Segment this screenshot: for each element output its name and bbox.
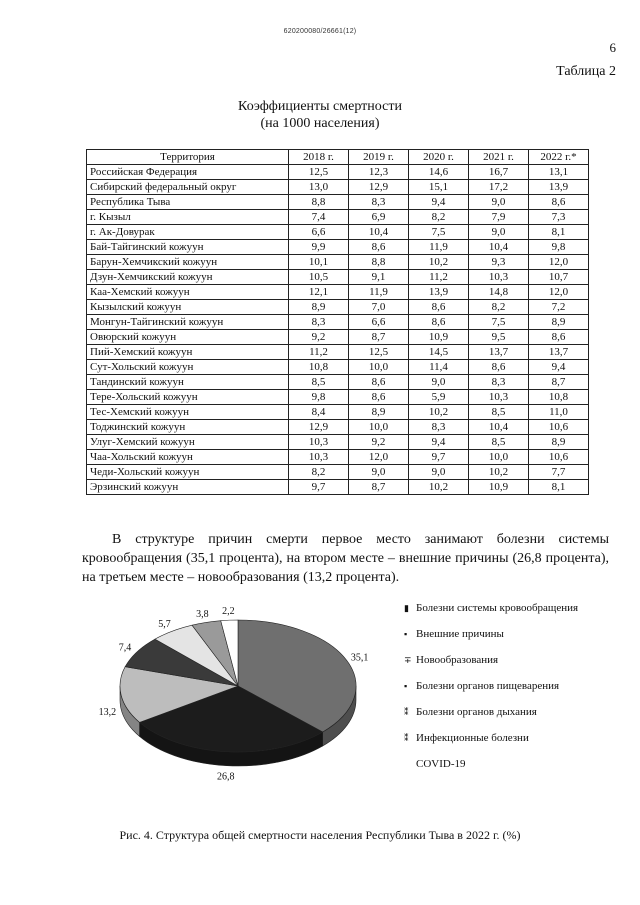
value-cell: 9,2 <box>289 330 349 345</box>
column-header: 2021 г. <box>469 150 529 165</box>
value-cell: 12,0 <box>349 450 409 465</box>
body-paragraph: В структуре причин смерти первое место занимают болезни системы кровообращения (35,1 процента), на втором месте – внешние причины (26,8 процента), на третьем месте – новообразования (13,2 процента). <box>82 532 609 585</box>
legend-item <box>404 628 578 654</box>
value-cell: 16,7 <box>469 165 529 180</box>
value-cell: 6,6 <box>289 225 349 240</box>
table-row <box>87 195 589 210</box>
table-row <box>87 465 589 480</box>
table-row <box>87 375 589 390</box>
value-cell: 9,0 <box>469 225 529 240</box>
table-label: Таблица 2 <box>556 64 616 79</box>
territory-cell: Дзун-Хемчикский кожуун <box>87 270 289 285</box>
table-row <box>87 165 589 180</box>
value-cell: 10,9 <box>409 330 469 345</box>
table-row <box>87 345 589 360</box>
legend-item <box>404 758 578 784</box>
table-row <box>87 405 589 420</box>
territory-cell: Пий-Хемский кожуун <box>87 345 289 360</box>
value-cell: 12,9 <box>349 180 409 195</box>
value-cell: 8,3 <box>409 420 469 435</box>
value-cell: 11,9 <box>409 240 469 255</box>
value-cell: 8,1 <box>529 480 589 495</box>
pie-value-label: 13,2 <box>98 706 117 718</box>
column-header: 2020 г. <box>409 150 469 165</box>
pie-value-label: 5,7 <box>158 618 171 630</box>
value-cell: 7,7 <box>529 465 589 480</box>
mortality-table <box>86 149 589 495</box>
value-cell: 10,3 <box>469 270 529 285</box>
value-cell: 10,3 <box>289 450 349 465</box>
value-cell: 10,9 <box>469 480 529 495</box>
legend-marker-icon: ▪ <box>404 629 408 639</box>
value-cell: 10,8 <box>289 360 349 375</box>
value-cell: 14,8 <box>469 285 529 300</box>
territory-cell: г. Ак-Довурак <box>87 225 289 240</box>
value-cell: 9,0 <box>409 465 469 480</box>
territory-cell: Сут-Хольский кожуун <box>87 360 289 375</box>
territory-cell: Тоджинский кожуун <box>87 420 289 435</box>
value-cell: 10,5 <box>289 270 349 285</box>
table-title <box>0 98 640 132</box>
value-cell: 10,8 <box>529 390 589 405</box>
value-cell: 8,6 <box>409 300 469 315</box>
value-cell: 12,5 <box>349 345 409 360</box>
column-header: 2022 г.* <box>529 150 589 165</box>
value-cell: 10,0 <box>349 360 409 375</box>
table-row <box>87 210 589 225</box>
value-cell: 13,7 <box>469 345 529 360</box>
territory-cell: Бай-Тайгинский кожуун <box>87 240 289 255</box>
value-cell: 8,6 <box>529 330 589 345</box>
territory-cell: Барун-Хемчикский кожуун <box>87 255 289 270</box>
territory-cell: Тандинский кожуун <box>87 375 289 390</box>
value-cell: 8,5 <box>289 375 349 390</box>
table-title-line2: (на 1000 населения) <box>260 116 380 131</box>
value-cell: 8,4 <box>289 405 349 420</box>
value-cell: 9,0 <box>349 465 409 480</box>
table-row <box>87 390 589 405</box>
value-cell: 9,0 <box>409 375 469 390</box>
legend-item <box>404 732 578 758</box>
page-number: 6 <box>609 40 616 55</box>
territory-cell: г. Кызыл <box>87 210 289 225</box>
value-cell: 8,7 <box>529 375 589 390</box>
legend-marker-icon: ⁑ <box>404 707 409 717</box>
value-cell: 9,2 <box>349 435 409 450</box>
value-cell: 8,3 <box>469 375 529 390</box>
pie-value-label: 7,4 <box>118 642 132 654</box>
legend-item <box>404 706 578 732</box>
column-header: 2019 г. <box>349 150 409 165</box>
value-cell: 11,4 <box>409 360 469 375</box>
value-cell: 11,0 <box>529 405 589 420</box>
document-id: 620200080/26661(12) <box>283 28 357 35</box>
table-row <box>87 240 589 255</box>
legend-label: Инфекционные болезни <box>416 732 529 744</box>
legend-label: Болезни системы кровообращения <box>416 602 579 614</box>
value-cell: 13,7 <box>529 345 589 360</box>
value-cell: 5,9 <box>409 390 469 405</box>
value-cell: 12,0 <box>529 255 589 270</box>
table-row <box>87 315 589 330</box>
value-cell: 9,7 <box>289 480 349 495</box>
value-cell: 10,2 <box>409 405 469 420</box>
value-cell: 7,5 <box>469 315 529 330</box>
table-header-row <box>87 150 589 165</box>
table-row <box>87 420 589 435</box>
value-cell: 10,2 <box>409 255 469 270</box>
legend-label: Болезни органов дыхания <box>416 706 537 718</box>
pie-value-label: 3,8 <box>196 608 209 620</box>
table-row <box>87 180 589 195</box>
value-cell: 11,2 <box>289 345 349 360</box>
value-cell: 8,6 <box>349 375 409 390</box>
value-cell: 12,5 <box>289 165 349 180</box>
value-cell: 8,6 <box>469 360 529 375</box>
table-row <box>87 360 589 375</box>
value-cell: 13,9 <box>529 180 589 195</box>
value-cell: 13,9 <box>409 285 469 300</box>
legend-label: Болезни органов пищеварения <box>416 680 560 692</box>
table-row <box>87 270 589 285</box>
value-cell: 8,6 <box>349 390 409 405</box>
value-cell: 9,4 <box>529 360 589 375</box>
value-cell: 10,4 <box>349 225 409 240</box>
value-cell: 10,4 <box>469 420 529 435</box>
value-cell: 12,3 <box>349 165 409 180</box>
value-cell: 7,5 <box>409 225 469 240</box>
value-cell: 10,2 <box>469 465 529 480</box>
value-cell: 8,6 <box>349 240 409 255</box>
territory-cell: Каа-Хемский кожуун <box>87 285 289 300</box>
value-cell: 8,9 <box>349 405 409 420</box>
value-cell: 9,7 <box>409 450 469 465</box>
legend-item <box>404 602 578 628</box>
value-cell: 7,2 <box>529 300 589 315</box>
value-cell: 10,2 <box>409 480 469 495</box>
value-cell: 10,0 <box>349 420 409 435</box>
value-cell: 9,9 <box>289 240 349 255</box>
table-row <box>87 450 589 465</box>
table-row <box>87 285 589 300</box>
territory-cell: Республика Тыва <box>87 195 289 210</box>
legend-marker-icon: ▪ <box>404 681 408 691</box>
territory-cell: Чаа-Хольский кожуун <box>87 450 289 465</box>
legend-label: Внешние причины <box>416 628 504 640</box>
value-cell: 8,6 <box>409 315 469 330</box>
territory-cell: Тере-Хольский кожуун <box>87 390 289 405</box>
value-cell: 12,1 <box>289 285 349 300</box>
value-cell: 17,2 <box>469 180 529 195</box>
value-cell: 8,9 <box>529 435 589 450</box>
legend-label: COVID-19 <box>416 758 466 770</box>
territory-cell: Российская Федерация <box>87 165 289 180</box>
value-cell: 8,5 <box>469 405 529 420</box>
value-cell: 10,3 <box>469 390 529 405</box>
value-cell: 9,5 <box>469 330 529 345</box>
territory-cell: Эрзинский кожуун <box>87 480 289 495</box>
legend-marker-icon: ∓ <box>404 655 412 665</box>
territory-cell: Кызылский кожуун <box>87 300 289 315</box>
territory-cell: Тес-Хемский кожуун <box>87 405 289 420</box>
value-cell: 7,0 <box>349 300 409 315</box>
table-title-line1: Коэффициенты смертности <box>238 99 402 114</box>
territory-cell: Чеди-Хольский кожуун <box>87 465 289 480</box>
value-cell: 9,8 <box>289 390 349 405</box>
value-cell: 10,6 <box>529 420 589 435</box>
value-cell: 8,3 <box>349 195 409 210</box>
legend-marker-icon: ▮ <box>404 603 409 613</box>
value-cell: 13,0 <box>289 180 349 195</box>
value-cell: 9,4 <box>409 435 469 450</box>
value-cell: 15,1 <box>409 180 469 195</box>
table-row <box>87 225 589 240</box>
value-cell: 6,9 <box>349 210 409 225</box>
table-row <box>87 435 589 450</box>
value-cell: 8,8 <box>289 195 349 210</box>
value-cell: 8,7 <box>349 480 409 495</box>
legend-item <box>404 654 578 680</box>
value-cell: 10,1 <box>289 255 349 270</box>
value-cell: 8,1 <box>529 225 589 240</box>
value-cell: 10,4 <box>469 240 529 255</box>
table-row <box>87 480 589 495</box>
value-cell: 7,9 <box>469 210 529 225</box>
value-cell: 10,3 <box>289 435 349 450</box>
figure-caption: Рис. 4. Структура общей смертности населения Республики Тыва в 2022 г. (%) <box>119 828 521 842</box>
value-cell: 12,9 <box>289 420 349 435</box>
pie-value-label: 35,1 <box>350 652 369 664</box>
value-cell: 10,6 <box>529 450 589 465</box>
value-cell: 6,6 <box>349 315 409 330</box>
value-cell: 11,9 <box>349 285 409 300</box>
legend-item <box>404 680 578 706</box>
value-cell: 8,9 <box>289 300 349 315</box>
value-cell: 9,0 <box>469 195 529 210</box>
table-row <box>87 330 589 345</box>
table-row <box>87 300 589 315</box>
pie-value-label: 2,2 <box>222 606 235 618</box>
territory-cell: Овюрский кожуун <box>87 330 289 345</box>
value-cell: 12,0 <box>529 285 589 300</box>
column-header: 2018 г. <box>289 150 349 165</box>
value-cell: 10,7 <box>529 270 589 285</box>
legend-label: Новообразования <box>416 654 499 666</box>
value-cell: 9,8 <box>529 240 589 255</box>
table-body <box>87 165 589 495</box>
value-cell: 8,2 <box>469 300 529 315</box>
value-cell: 8,5 <box>469 435 529 450</box>
value-cell: 10,0 <box>469 450 529 465</box>
value-cell: 7,3 <box>529 210 589 225</box>
value-cell: 8,2 <box>409 210 469 225</box>
territory-cell: Сибирский федеральный округ <box>87 180 289 195</box>
value-cell: 8,3 <box>289 315 349 330</box>
value-cell: 14,6 <box>409 165 469 180</box>
territory-cell: Монгун-Тайгинский кожуун <box>87 315 289 330</box>
column-header: Территория <box>87 150 289 165</box>
value-cell: 8,7 <box>349 330 409 345</box>
pie-value-label: 26,8 <box>216 771 235 783</box>
value-cell: 8,6 <box>529 195 589 210</box>
value-cell: 13,1 <box>529 165 589 180</box>
value-cell: 11,2 <box>409 270 469 285</box>
value-cell: 9,4 <box>409 195 469 210</box>
legend-marker-icon: ⁑ <box>404 733 409 743</box>
table-row <box>87 255 589 270</box>
value-cell: 8,9 <box>529 315 589 330</box>
value-cell: 9,3 <box>469 255 529 270</box>
chart-legend <box>404 602 578 784</box>
territory-cell: Улуг-Хемский кожуун <box>87 435 289 450</box>
pie-chart <box>88 596 388 786</box>
value-cell: 7,4 <box>289 210 349 225</box>
value-cell: 14,5 <box>409 345 469 360</box>
value-cell: 8,8 <box>349 255 409 270</box>
value-cell: 9,1 <box>349 270 409 285</box>
value-cell: 8,2 <box>289 465 349 480</box>
